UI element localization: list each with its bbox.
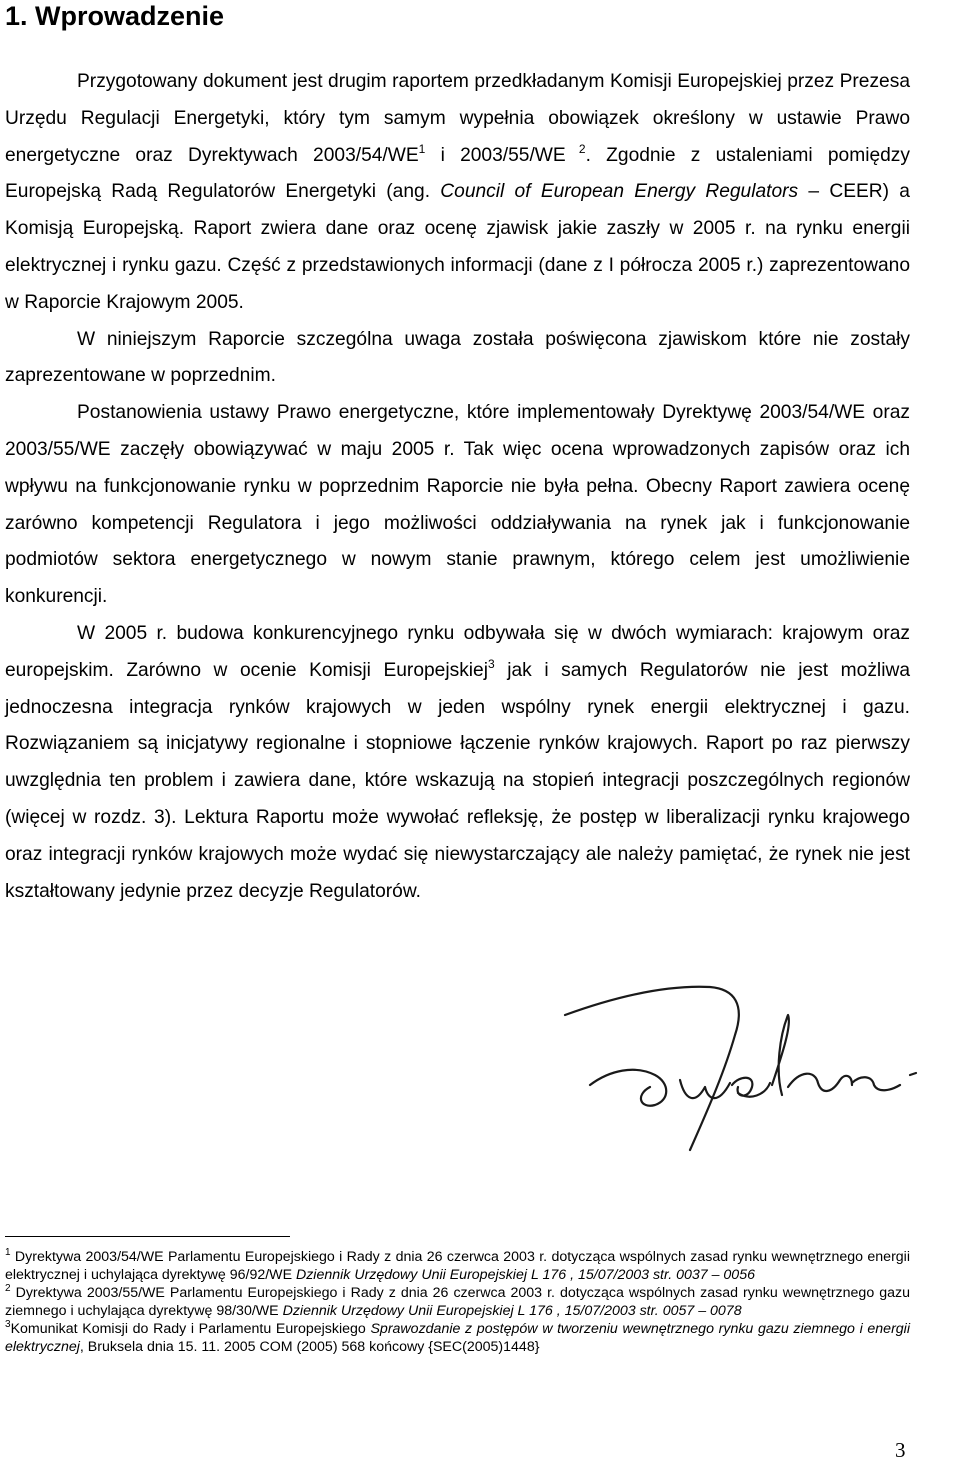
footnote-ref-1: 1 (418, 141, 426, 156)
footnote-text: Komunikat Komisji do Rady i Parlamentu Europejskiego (10, 1321, 371, 1337)
footnote-text-tail: , Bruksela dnia 15. 11. 2005 COM (2005) 568 końcowy {SEC(2005)1448} (79, 1339, 540, 1355)
paragraph-1-text-d: – CEER) a Komisją Europejską. Raport zwiera dane oraz ocenę zjawisk jakie zaszły w 2005 r. na rynku energii elektrycznej i rynku gazu. Część z przedstawionych informacji (dane z I półrocza 2005 r.) zaprezentowano w Raporcie Krajowym 2005. (5, 181, 910, 313)
paragraph-4-text-b: jak i samych Regulatorów nie jest możliwa jednoczesna integracja rynków krajowych w jeden wspólny rynek energii elektrycznej i gazu. Rozwiązaniem są inicjatywy regionalne i stopniowe łączenie rynków krajowych. Raport po raz pierwszy uwzględnia ten problem i zawiera dane, które wskazują na stopień integracji poszczególnych regionów (więcej w rozdz. 3). Lektura Raportu może wywołać refleksję, że postęp w liberalizacji rynku krajowego oraz integracji rynków krajowych może wydać się niewystarczający ale należy pamiętać, że rynek nie jest kształtowany jedynie przez decyzje Regulatorów. (5, 659, 910, 902)
paragraph-2: W niniejszym Raporcie szczególna uwaga została poświęcona zjawiskom które nie zostały zaprezentowane w poprzednim. (5, 328, 910, 387)
footnote-text: Dyrektywa 2003/55/WE Parlamentu Europejskiego i Rady z dnia 26 czerwca 2003 r. dotycząca wspólnych zasad rynku wewnętrznego gazu ziemnego i uchylająca dyrektywę 98/30/WE (5, 1285, 910, 1319)
paragraph-1-italic-term: Council of European Energy Regulators (440, 181, 799, 203)
footnote-mark: 2 (5, 1283, 11, 1294)
footnote-separator (5, 1236, 290, 1237)
footnote-mark: 1 (5, 1247, 11, 1258)
footnote-italic: Dziennik Urzędowy Unii Europejskiej L 176 , 15/07/2003 str. 0037 – 0056 (295, 1267, 755, 1283)
footnote-italic: Dziennik Urzędowy Unii Europejskiej L 176 , 15/07/2003 str. 0057 – 0078 (282, 1303, 742, 1319)
footnotes (5, 1248, 910, 1356)
paragraph-1-text-b: i 2003/55/WE (425, 144, 566, 166)
footnote-3 (5, 1320, 910, 1356)
paragraph-4-text-a: W 2005 r. budowa konkurencyjnego rynku odbywała się w dwóch wymiarach: krajowym oraz europejskim. Zarówno w ocenie Komisji Europejskiej (5, 622, 910, 681)
footnote-ref-2: 2 (565, 141, 586, 156)
footnote-text: Dyrektywa 2003/54/WE Parlamentu Europejskiego i Rady z dnia 26 czerwca 2003 r. dotycząca wspólnych zasad rynku wewnętrznego energii elektrycznej i uchylająca dyrektywę 96/92/WE (5, 1249, 910, 1283)
paragraph-1 (5, 64, 910, 322)
paragraph-3: Postanowienia ustawy Prawo energetyczne, które implementowały Dyrektywę 2003/54/WE oraz 2003/55/WE zaczęły obowiązywać w maju 2005 r. Tak więc ocena wprowadzonych zapisów oraz ich wpływu na funkcjonowanie rynku w poprzednim Raporcie nie była pełna. Obecny Raport zawiera ocenę zarówno kompetencji Regulatora i jego możliwości oddziaływania na rynek jak i funkcjonowanie podmiotów sektora energetycznego w nowym stanie prawnym, którego celem jest umożliwienie konkurencji. (5, 402, 910, 608)
footnote-2 (5, 1284, 910, 1320)
footnote-1 (5, 1248, 910, 1284)
footnote-ref-3: 3 (487, 656, 495, 671)
section-heading: 1. Wprowadzenie (5, 1, 225, 31)
footnote-italic: Sprawozdanie z postępów w tworzeniu wewnętrznego rynku gazu ziemnego i energii elektrycznej (5, 1321, 910, 1355)
paragraph-1-text-a: Przygotowany dokument jest drugim raportem przedkładanym Komisji Europejskiej przez Prezesa Urzędu Regulacji Energetyki, który tym samym wypełnia obowiązek określony w ustawie Prawo energetyczne oraz Dyrektywach 2003/54/WE (5, 71, 910, 166)
paragraph-1-text-c: . Zgodnie z ustaleniami pomiędzy Europejską Radą Regulatorów Energetyki (ang. (5, 144, 910, 203)
paragraph-4 (5, 616, 910, 910)
handwritten-signature (560, 975, 940, 1165)
body-text (5, 64, 910, 910)
page-number: 3 (895, 1438, 906, 1462)
footnote-mark: 3 (5, 1319, 11, 1330)
